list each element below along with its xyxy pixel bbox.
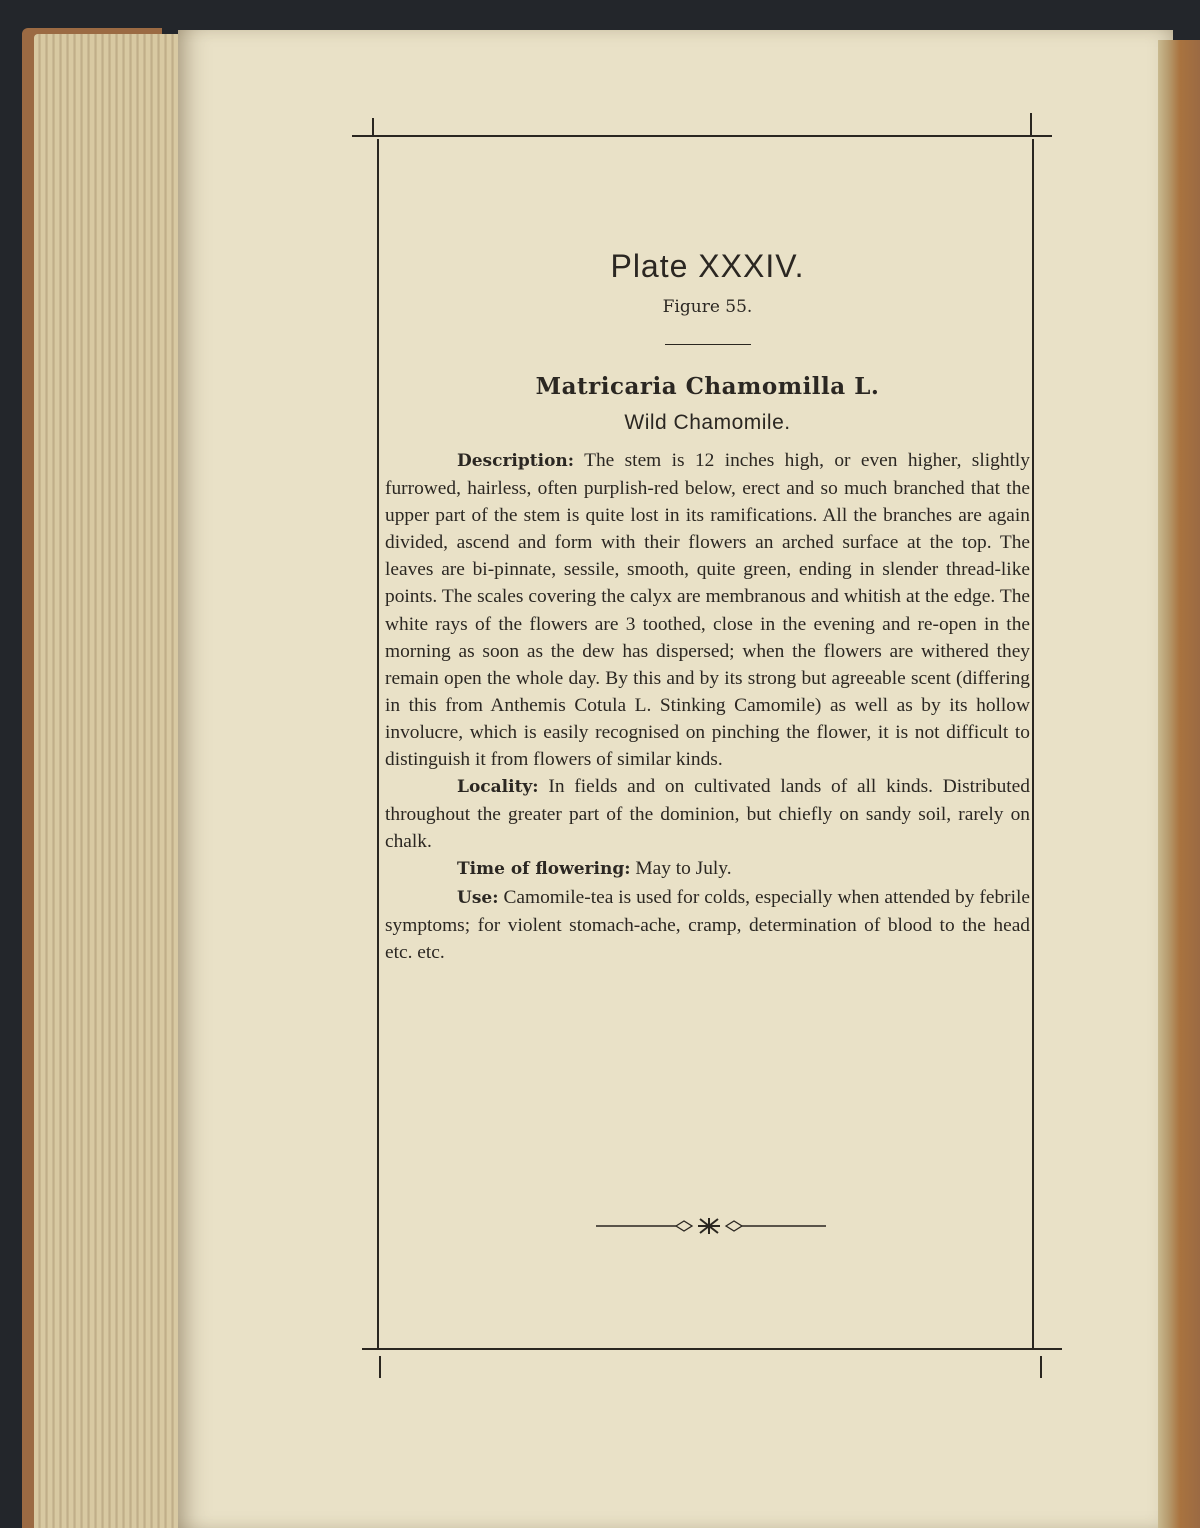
plate-title: Plate XXXIV. xyxy=(610,248,805,284)
description-paragraph xyxy=(385,447,1030,773)
book-cover-right xyxy=(1158,40,1200,1528)
frame-bottom-border xyxy=(362,1348,1062,1350)
flowering-text: May to July. xyxy=(635,858,732,880)
ornament-divider-icon xyxy=(596,1215,826,1237)
corner-tick-top-right xyxy=(1030,113,1032,135)
title-divider xyxy=(665,344,751,345)
flowering-label: Time of flowering: xyxy=(457,859,631,880)
corner-tick-top-left xyxy=(372,118,374,135)
use-label: Use: xyxy=(457,887,499,908)
frame-top-rule xyxy=(352,135,1052,137)
plate-text xyxy=(385,240,1030,966)
locality-text: In fields and on cultivated lands of all kinds. Distributed throughout the greater part of the dominion, but chiefly on sandy soil, rarely on chalk. xyxy=(385,776,1030,853)
locality-paragraph xyxy=(385,773,1030,855)
description-label: Description: xyxy=(457,451,575,471)
frame-right-border xyxy=(1032,139,1034,1350)
flowering-paragraph xyxy=(385,855,1030,883)
figure-number: Figure 55. xyxy=(662,297,753,317)
frame-left-border xyxy=(377,139,379,1350)
common-name: Wild Chamomile. xyxy=(624,411,791,434)
use-paragraph xyxy=(385,884,1030,966)
latin-name: Matricaria Chamomilla L. xyxy=(535,373,880,400)
corner-tick-bottom-right xyxy=(1040,1356,1042,1378)
page-edges-left xyxy=(34,34,194,1528)
description-text: The stem is 12 inches high, or even higher, slightly furrowed, hairless, often purplish-red below, erect and so much branched that the upper part of the stem is quite lost in its ramifications. All the branches are again divided, ascend and form with their flowers an arched surface at the top. The leaves are bi-pinnate, sessile, smooth, quite green, ending in slender thread-like points. The scales covering the calyx are membranous and whitish at the edge. The white rays of the flowers are 3 toothed, close in the evening and re-open in the morning as soon as the dew has dispersed; when the flowers are withered they remain open the whole day. By this and by its strong but agreeable scent (differing in this from Anthemis Cotula L. Stinking Camomile) as well as by its hollow involucre, which is easily recognised on pinching the flower, it is not difficult to distinguish it from flowers of similar kinds. xyxy=(385,450,1030,771)
use-text: Camomile-tea is used for colds, especially when attended by febrile symptoms; for violent stomach-ache, cramp, determination of blood to the head etc. etc. xyxy=(385,886,1030,963)
corner-tick-bottom-left xyxy=(379,1356,381,1378)
locality-label: Locality: xyxy=(457,777,539,798)
